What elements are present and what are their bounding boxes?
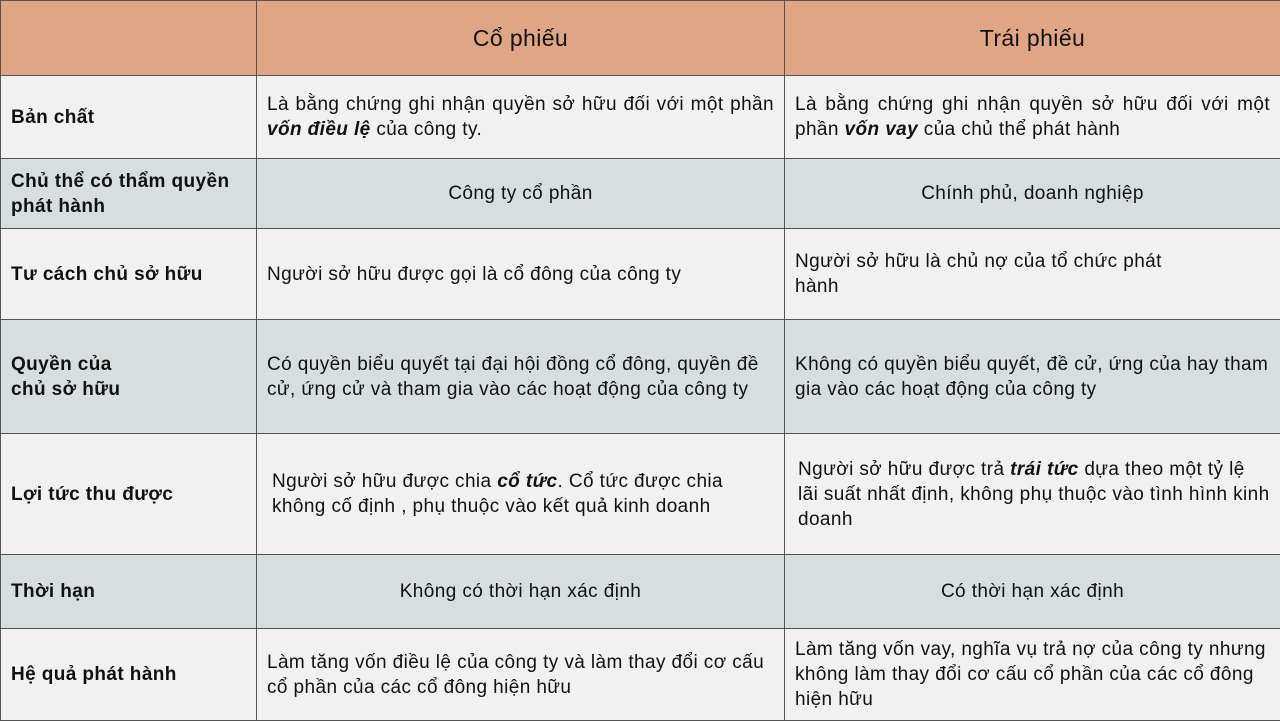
row-label: Hệ quả phát hành [1,629,257,721]
row-label: Tư cách chủ sở hữu [1,229,257,320]
table-row [1,159,1280,229]
row-label: Chủ thể có thẩm quyền phát hành [1,159,257,229]
text: . Cổ tức được chia không cố định , phụ thuộc vào kết quả kinh doanh [272,471,723,517]
cell-co-phieu [257,76,785,159]
table-row [1,629,1280,721]
cell-co-phieu: Công ty cổ phần [257,159,785,229]
table-row [1,555,1280,629]
cell-trai-phieu: Có thời hạn xác định [785,555,1280,629]
text: của công ty. [371,119,483,140]
text: của chủ thể phát hành [918,119,1120,140]
row-label: Lợi tức thu được [1,434,257,555]
text: Là bằng chứng ghi nhận quyền sở hữu đối với một phần [267,94,774,115]
emphasis: trái tức [1010,459,1079,480]
table-row [1,229,1280,320]
cell-co-phieu [257,434,785,555]
cell-trai-phieu [785,76,1280,159]
row-label: Thời hạn [1,555,257,629]
header-co-phieu: Cổ phiếu [257,1,785,76]
table-row [1,76,1280,159]
cell-co-phieu: Có quyền biểu quyết tại đại hội đồng cổ đông, quyền đề cử, ứng cử và tham gia vào các hoạt động của công ty [257,320,785,434]
text: Là bằng chứng ghi nhận quyền sở hữu đối với một phần [795,94,1270,140]
cell-co-phieu: Làm tăng vốn điều lệ của công ty và làm thay đổi cơ cấu cổ phần của các cổ đông hiện hữu [257,629,785,721]
text: Người sở hữu được chia [272,471,497,492]
row-label: Bản chất [1,76,257,159]
header-blank [1,1,257,76]
emphasis: vốn điều lệ [267,119,371,140]
text: Người sở hữu được trả [798,459,1010,480]
table-row [1,434,1280,555]
header-trai-phieu: Trái phiếu [785,1,1280,76]
emphasis: vốn vay [845,119,919,140]
cell-co-phieu: Người sở hữu được gọi là cổ đông của công ty [257,229,785,320]
text: dựa theo một tỷ lệ lãi suất nhất định, không phụ thuộc vào tình hình kinh doanh [798,459,1270,530]
cell-trai-phieu: Làm tăng vốn vay, nghĩa vụ trả nợ của công ty nhưng không làm thay đổi cơ cấu cổ phần của các cổ đông hiện hữu [785,629,1280,721]
cell-trai-phieu: Người sở hữu là chủ nợ của tổ chức phát hành [785,229,1280,320]
cell-co-phieu: Không có thời hạn xác định [257,555,785,629]
cell-trai-phieu: Chính phủ, doanh nghiệp [785,159,1280,229]
table-row [1,320,1280,434]
cell-trai-phieu [785,434,1280,555]
cell-trai-phieu: Không có quyền biểu quyết, đề cử, ứng của hay tham gia vào các hoạt động của công ty [785,320,1280,434]
header-row [1,1,1280,76]
emphasis: cổ tức [497,471,557,492]
row-label: Quyền của chủ sở hữu [1,320,257,434]
